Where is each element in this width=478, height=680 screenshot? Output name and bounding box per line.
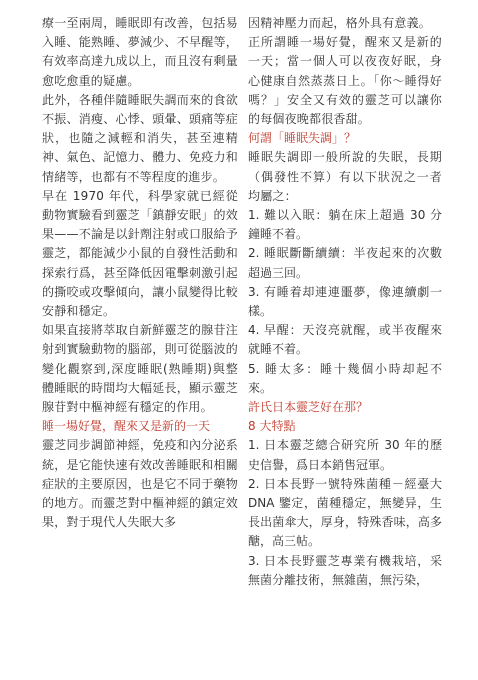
section-heading: 8 大特點	[248, 419, 296, 434]
paragraph: 睡眠失調即一般所說的失眠，長期（偶發性不算）有以下狀況之一者均屬之：	[248, 150, 442, 203]
list-item: 2. 睡眠斷斷續續：半夜起來的次數超過三回。	[248, 246, 442, 280]
paragraph: 療一至兩周，睡眠即有改善，包括易入睡、能熟睡、夢減少、不早醒等，有效率高達九成以上，而且沒有剩量愈吃愈重的疑慮。	[42, 16, 238, 88]
left-column	[42, 14, 238, 532]
paragraph: 正所謂睡一場好覺，醒來又是新的一天；當一個人可以夜夜好眠，身心健康自然蒸蒸日上。「你～睡得好嗎？」安全又有效的靈芝可以讓你的每個夜晚都很香甜。	[248, 35, 442, 127]
paragraph: 靈芝同步調節神經，免疫和內分泌系統，是它能快速有效改善睡眠和相關症狀的主要原因，也是它不同于藥物的地方。而靈芝對中樞神經的鎮定效果，對于現代人失眠大多	[42, 438, 238, 530]
right-column	[248, 14, 442, 590]
list-item: 2. 日本長野一號特殊菌種－經臺大 DNA 鑒定，菌種穩定，無變异，生長出菌傘大，厚身，特殊香味，高多醣，高三帖。	[248, 476, 442, 549]
list-item: 3. 有睡着却連連噩夢，像連續劇一樣。	[248, 284, 442, 319]
paragraph: 如果直接將萃取自新鮮靈芝的腺苷注射到實驗動物的腦部，則可從腦波的變化觀察到,深度睡眠(熟睡期)與整體睡眠的時間均大幅延長，顯示靈芝腺苷對中樞神經有穩定的作用。	[42, 323, 238, 415]
section-heading: 許氏日本靈芝好在那？	[248, 400, 369, 415]
paragraph: 此外，各種伴隨睡眠失調而來的食欲不振、消瘦、心悸、頭暈、頭痛等症狀，也隨之減輕和消失，甚至連精神、氣色、記憶力、體力、免疫力和情緒等，也都有不等程度的進步。	[42, 92, 238, 184]
section-heading: 何謂「睡眠失調」？	[248, 131, 357, 146]
list-item: 5. 睡太多：睡十幾個小時却起不來。	[248, 361, 442, 395]
list-item: 1. 難以入眠：躺在床上超過 30 分鐘睡不着。	[248, 208, 442, 242]
list-item: 3. 日本長野靈芝專業有機栽培，采無菌分離技術，無雜菌，無污染，	[248, 553, 442, 587]
paragraph: 因精神壓力而起，格外具有意義。	[248, 16, 432, 30]
list-item: 1. 日本靈芝總合研究所 30 年的歷史信譽，爲日本銷售冠軍。	[248, 438, 442, 472]
paragraph: 早在 1970 年代，科學家就已經從動物實驗看到靈芝「鎮靜安眠」的效果——不論是以針劑注射或口服給予靈芝，都能減少小鼠的自發性活動和探索行爲，甚至降低因電擊刺激引起的撕咬或攻擊傾向，讓小鼠變得比較安靜和穩定。	[42, 188, 238, 319]
list-item: 4. 早醒：天沒亮就醒，或半夜醒來就睡不着。	[248, 323, 442, 357]
section-heading: 睡一場好覺，醒來又是新的一天	[42, 419, 211, 434]
